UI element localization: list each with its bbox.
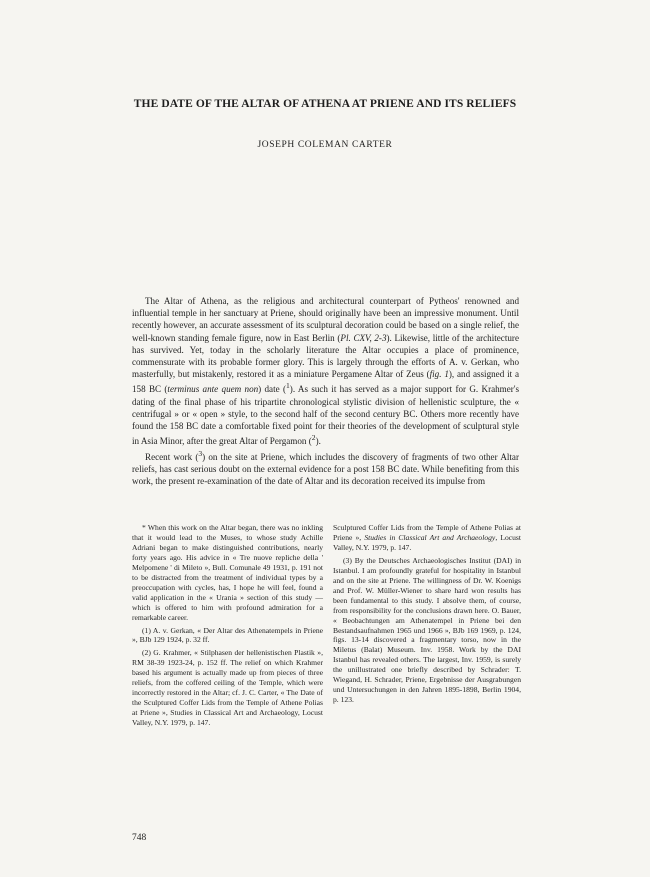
text-run: ) date ( — [258, 384, 286, 395]
page-number: 748 — [132, 833, 147, 843]
footnotes-column-left — [132, 523, 323, 728]
text-run: ), and assigned it a 158 BC ( — [132, 369, 519, 395]
plate-reference: Pl. CXV, 2-3 — [340, 332, 387, 343]
latin-phrase: terminus ante quem non — [167, 384, 259, 395]
article-body — [132, 295, 519, 487]
footnote-marker[interactable]: 2 — [311, 433, 316, 443]
footnote-2: (2) G. Krahmer, « Stilphasen der hellenistischen Plastik », RM 38-39 1923-24, p. 152 ff. The relief on which Krahmer based his argument is actually made up from pieces of three reliefs, from the coffered ceiling of the Temple, which were incorrectly restored in the Altar; cf. J. C. Carter, « The Date of the Sculptured Coffer Lids from the Temple of Athene Polias at Priene », Studies in Classical Art and Archaeology, Locust Valley, N.Y. 1979, p. 147. — [132, 648, 323, 728]
footnote-star: * When this work on the Altar began, there was no inkling that it would lead to the Muses, to whose study Achille Adriani began to make distinguished contributions, nearly forty years ago. His advice in « Tre nuove repliche della ' Melpomene ' di Mileto », Bull. Comunale 49 1931, p. 191 not to be distracted from the treatment of individual types by a preoccupation with cycles, has, I hope he will feel, found a valid application in the « Urania » section of this study — which is offered to him with profound admiration for a remarkable career. — [132, 523, 323, 622]
footnote-marker[interactable]: 1 — [286, 381, 290, 391]
article-author: JOSEPH COLEMAN CARTER — [257, 140, 393, 150]
footnote-3: (3) By the Deutsches Archaeologisches Institut (DAI) in Istanbul. I am profoundly grateful for hospitality in Istanbul and on the site at Priene. The willingness of Dr. W. Koenigs and Prof. W. Müller-Wiener to share hard won results has been fundamental to this study. I absolve them, of course, from responsibility for the conclusions drawn here. O. Bauer, « Beobachtungen am Athenatempel in Priene bei den Bestandsaufnahmen 1965 und 1966 », BJb 169 1969, p. 124, figs. 13-14 discovered a fragmentary torso, now in the Miletus (Balat) Museum. Inv. 1958. Work by the DAI Istanbul has revealed others. The largest, Inv. 1959, is surely the unillustrated one briefly described by Schrader: T. Wiegand, H. Schrader, Priene, Ergebnisse der Ausgrabungen und Untersuchungen in den Jahren 1895-1898, Berlin 1904, p. 123. — [333, 555, 521, 705]
text-run: ) on the site at Priene, which includes the discovery of fragments of two other Altar reliefs, has cast serious doubt on the external evidence for a post 158 BC date. While benefiting from this work, the present re-examination of the date of Altar and its decoration received its impulse from — [132, 451, 519, 486]
text-run: The Altar of Athena, as the religious and architectural counterpart of Pytheos' renowned and influential temple in her sanctuary at Priene, should originally have been an impressive monument. Until recently however, an accurate assessment of its sculptural decoration could be based on a single relief, the well-known standing female figure, now in East Berlin ( — [132, 296, 519, 343]
article-title: THE DATE OF THE ALTAR OF ATHENA AT PRIENE AND ITS RELIEFS — [133, 98, 517, 110]
text-run: ). As such it has served as a major support for G. Krahmer's dating of the final phase of his tripartite chronological stylistic division of hellenistic sculpture, the « centrifugal » or « open » style, to the second half of the second century BC. Others more recently have found the 158 BC date a comfortable fixed point for their theories of the development of sculptural style in Asia Minor, after the great Altar of Pergamon ( — [132, 384, 519, 447]
text-run: Recent work ( — [145, 451, 199, 462]
figure-reference: fig. 1 — [429, 369, 449, 380]
text-run: ). — [315, 436, 321, 447]
body-paragraph-2 — [132, 448, 519, 488]
footnote-2-continued: Sculptured Coffer Lids from the Temple of Athene Polias at Priene », Studies in Classical Art and Archaeology, Locust Valley, N.Y. 1979, p. 147. — [333, 523, 521, 552]
body-paragraph-1 — [132, 295, 519, 448]
text-run: ). Likewise, little of the architecture has survived. Yet, today in the scholarly literature the Altar occupies a place of prominence, commensurate with its probable former glory. This is largely through the efforts of A. v. Gerkan, who masterfully, but mistakenly, restored it as a miniature Pergamene Altar of Zeus ( — [132, 332, 519, 380]
footnote-marker[interactable]: 3 — [198, 448, 203, 458]
footnote-1: (1) A. v. Gerkan, « Der Altar des Athenatempels in Priene », BJb 129 1924, p. 32 ff. — [132, 625, 323, 645]
footnotes-column-right — [333, 523, 521, 708]
